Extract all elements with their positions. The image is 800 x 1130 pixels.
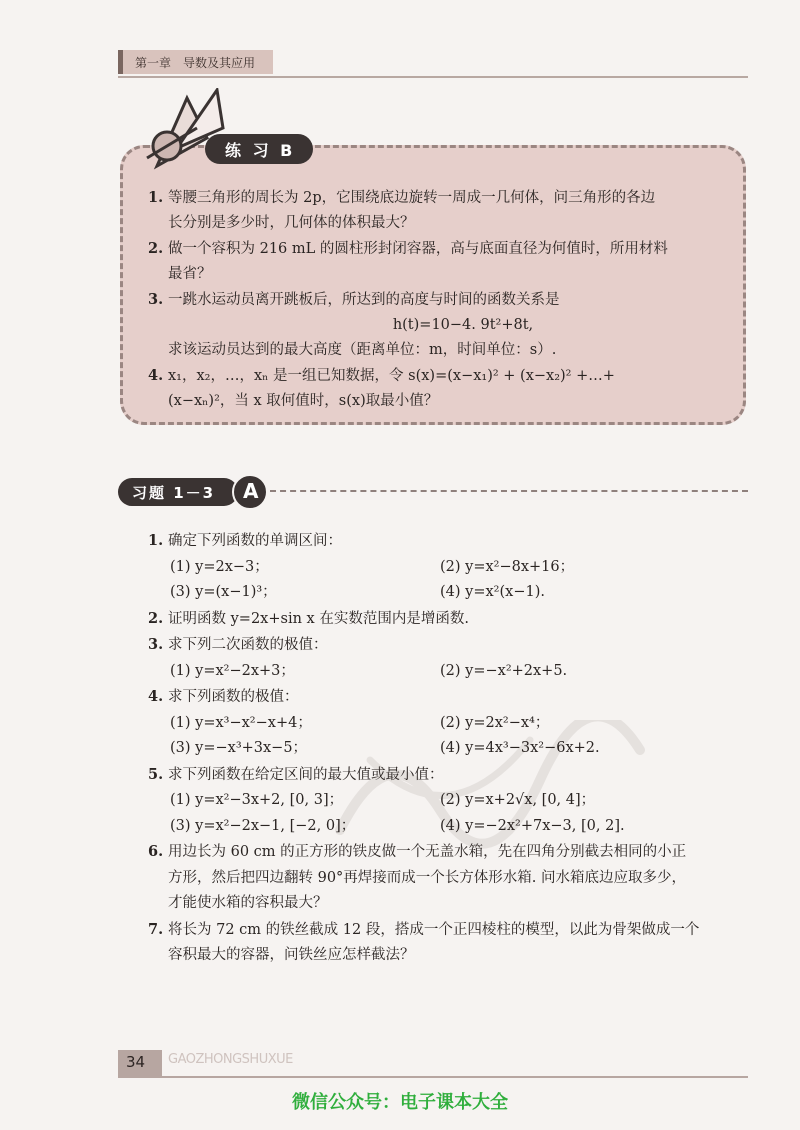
- exercise-problem-5: [148, 762, 748, 840]
- exercise-level-badge: [232, 474, 268, 510]
- problem-text: x₁，x₂，…，xₙ 是一组已知数据，令 s(x)=(x−x₁)² + (x−x₂)² +…+: [168, 368, 615, 384]
- problem-number: 2.: [148, 240, 164, 257]
- sub-item: (4) y=x²(x−1).: [440, 584, 545, 600]
- problem-text-cont: 长分别是多少时，几何体的体积最大？: [168, 215, 415, 231]
- sub-item: (2) y=−x²+2x+5.: [440, 662, 568, 679]
- problem-text: 做一个容积为 216 mL 的圆柱形封闭容器，高与底面直径为何值时，所用材料: [168, 241, 668, 257]
- problem-number: 3.: [148, 291, 164, 308]
- practice-list: [148, 185, 738, 414]
- answer-row: [148, 580, 748, 606]
- exercise-problem-6: [148, 839, 748, 917]
- problem-text-cont: (x−xₙ)²，当 x 取何值时，s(x)取最小值？: [168, 393, 439, 409]
- sub-item: (2) y=2x²−x⁴；: [440, 714, 550, 731]
- chapter-header: [118, 50, 748, 78]
- chapter-tab: [118, 50, 273, 74]
- problem-number: 1.: [148, 532, 164, 549]
- problem-number: 4.: [148, 688, 164, 705]
- sub-item: (1) y=2x−3；: [170, 558, 269, 575]
- problem-text: 等腰三角形的周长为 2p，它围绕底边旋转一周成一几何体，问三角形的各边: [168, 190, 656, 206]
- practice-problem-2: [148, 236, 738, 287]
- sub-item: (4) y=−2x²+7x−3, [0, 2].: [440, 817, 625, 834]
- problem-text: 求下列函数在给定区间的最大值或最小值：: [168, 766, 444, 783]
- answer-row: [148, 555, 748, 581]
- exercise-problem-7: [148, 917, 748, 969]
- sub-item: (1) y=x²−3x+2, [0, 3]；: [170, 792, 344, 808]
- exercise-problem-3: [148, 632, 748, 684]
- sub-item: (2) y=x+2√x, [0, 4]；: [440, 792, 596, 808]
- sub-item: (4) y=4x³−3x²−6x+2.: [440, 740, 600, 756]
- chapter-title: 第一章 导数及其应用: [135, 56, 256, 70]
- problem-text: 将长为 72 cm 的铁丝截成 12 段，搭成一个正四棱柱的模型，以此为骨架做成一个: [168, 921, 700, 938]
- problem-number: 1.: [148, 189, 164, 206]
- sub-item: (3) y=−x³+3x−5；: [170, 740, 308, 756]
- problem-number: 6.: [148, 843, 164, 860]
- page-number: 34: [126, 1053, 146, 1071]
- exercise-list: [148, 528, 748, 969]
- answer-row: [148, 659, 748, 685]
- problem-number: 3.: [148, 636, 164, 653]
- answer-row: [148, 736, 748, 762]
- problem-text-cont: 方形，然后把四边翻转 90°再焊接而成一个长方体形水箱. 问水箱底边应取多少，: [168, 869, 687, 886]
- problem-text: 确定下列函数的单调区间：: [168, 533, 342, 549]
- practice-problem-3: [148, 287, 738, 363]
- problem-text-cont: 求该运动员达到的最大高度（距离单位：m，时间单位：s）.: [168, 342, 557, 358]
- practice-problem-4: [148, 363, 738, 414]
- problem-text: 求下列函数的极值：: [168, 689, 299, 705]
- sub-item: (3) y=x²−2x−1, [−2, 0]；: [170, 817, 356, 834]
- practice-badge: [205, 134, 313, 164]
- problem-text: 一跳水运动员离开跳板后，所达到的高度与时间的函数关系是: [168, 292, 560, 308]
- sub-item: (3) y=(x−1)³；: [170, 584, 277, 600]
- problem-text: 证明函数 y=2x+sin x 在实数范围内是增函数.: [168, 610, 469, 627]
- problem-number: 2.: [148, 609, 164, 627]
- series-name: GAOZHONGSHUXUE: [168, 1052, 293, 1067]
- exercise-level: A: [243, 479, 259, 503]
- answer-row: [148, 788, 748, 814]
- exercise-title: 习题 1－3: [132, 484, 216, 502]
- practice-title: 练 习 B: [225, 141, 296, 160]
- wechat-account-label: 微信公众号：电子课本大全: [292, 1092, 508, 1113]
- practice-problem-1: [148, 185, 738, 236]
- problem-text-cont: 最省？: [168, 266, 212, 282]
- formula: h(t)=10−4. 9t²+8t,: [392, 317, 534, 333]
- answer-row: [148, 711, 748, 737]
- problem-number: 4.: [148, 367, 164, 384]
- dashed-divider: [270, 490, 748, 492]
- problem-number: 5.: [148, 765, 164, 783]
- answer-row: [148, 814, 748, 840]
- problem-text: 用边长为 60 cm 的正方形的铁皮做一个无盖水箱，先在四角分别截去相同的小正: [168, 844, 687, 860]
- page-number-box: [118, 1050, 162, 1076]
- footer-rule: [118, 1076, 748, 1078]
- problem-text-cont: 容积最大的容器，问铁丝应怎样截法？: [168, 947, 415, 963]
- problem-number: 7.: [148, 920, 164, 938]
- exercise-problem-2: [148, 606, 748, 633]
- exercise-problem-4: [148, 684, 748, 762]
- problem-text-cont: 才能使水箱的容积最大？: [168, 895, 328, 911]
- exercise-problem-1: [148, 528, 748, 606]
- sub-item: (1) y=x³−x²−x+4；: [170, 714, 312, 731]
- exercise-badge: [118, 478, 238, 506]
- sub-item: (1) y=x²−2x+3；: [170, 662, 295, 679]
- sub-item: (2) y=x²−8x+16；: [440, 558, 575, 575]
- problem-text: 求下列二次函数的极值：: [168, 637, 328, 653]
